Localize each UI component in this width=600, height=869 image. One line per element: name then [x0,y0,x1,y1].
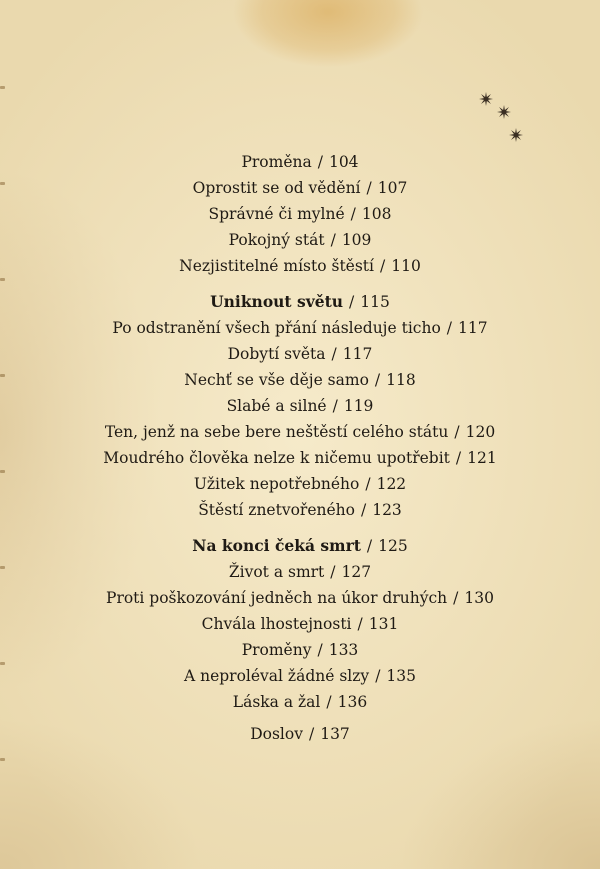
toc-section-heading [0,289,600,315]
toc-entry-title: Chvála lhostejnosti [201,615,352,633]
toc-page-number: 108 [361,205,392,223]
toc-page-number: 131 [368,615,399,633]
toc-entry [0,341,600,367]
toc-entry-title: Oprostit se od vědění [192,179,361,197]
toc-separator: / [357,615,363,633]
toc-page-number: 125 [378,537,408,555]
toc-page-number: 120 [465,423,496,441]
binding-mark [0,758,5,761]
toc-entry [0,227,600,253]
toc-separator: / [453,589,459,607]
toc-entry [0,663,600,689]
toc-page-number: 104 [328,153,359,171]
toc-separator: / [380,257,386,275]
star-icon [509,128,523,142]
toc-separator: / [330,563,336,581]
toc-entry-title: Štěstí znetvořeného [198,501,355,519]
toc-separator: / [446,319,453,337]
toc-entry [0,585,600,611]
toc-entry-title: Nezjistitelné místo štěstí [179,257,374,275]
table-of-contents [0,149,600,747]
toc-separator: / [350,205,356,223]
toc-page-number: 127 [341,563,372,581]
toc-separator: / [326,693,332,711]
toc-page-number: 107 [377,179,408,197]
toc-page-number: 118 [386,371,416,389]
toc-entry [0,315,600,341]
toc-page-number: 110 [391,257,421,275]
toc-entry [0,689,600,715]
toc-page-number: 135 [386,667,417,685]
toc-separator: / [455,449,462,467]
toc-page-number: 122 [376,475,407,493]
toc-page-number: 117 [342,345,373,363]
toc-entry-title: Na konci čeká smrt [192,536,361,555]
toc-separator: / [366,537,373,555]
section-spacer [0,523,600,533]
toc-separator: / [349,293,355,311]
toc-page-number: 136 [337,693,368,711]
toc-entry-title: A neproléval žádné slzy [183,667,370,685]
toc-separator: / [365,475,371,493]
toc-section-heading [0,533,600,559]
three-stars-icon [474,88,534,148]
toc-entry [0,175,600,201]
toc-separator: / [317,641,323,659]
toc-entry-title: Láska a žal [232,693,321,711]
section-spacer [0,279,600,289]
toc-entry-title: Život a smrt [228,563,325,581]
toc-separator: / [375,667,381,685]
toc-entry [0,611,600,637]
toc-separator: / [331,345,337,363]
toc-entry [0,367,600,393]
toc-entry [0,497,600,523]
toc-entry-title: Proměna [241,153,312,171]
toc-separator: / [454,423,460,441]
toc-entry [0,559,600,585]
toc-entry-title: Moudrého člověka nelze k ničemu upotřebit [103,449,450,467]
toc-page-number: 117 [458,319,488,337]
toc-separator: / [332,397,338,415]
toc-entry-title: Slabé a silné [226,397,327,415]
toc-entry [0,253,600,279]
toc-entry [0,419,600,445]
toc-entry-title: Proti poškozování jedněch na úkor druhých [106,589,448,607]
toc-separator: / [330,231,336,249]
toc-entry-title: Ten, jenž na sebe bere neštěstí celého státu [104,423,449,441]
toc-entry [0,393,600,419]
toc-page-number: 133 [328,641,359,659]
star-icon [479,92,493,106]
toc-page-number: 130 [464,589,494,607]
toc-entry-title: Doslov [250,725,303,743]
star-icon [497,105,511,119]
toc-entry-title: Uniknout světu [210,292,344,311]
toc-entry-title: Dobytí světa [227,345,326,363]
toc-separator: / [366,179,372,197]
toc-page-number: 119 [343,397,374,415]
toc-entry [0,445,600,471]
toc-separator: / [317,153,323,171]
toc-entry [0,637,600,663]
binding-mark [0,86,5,89]
toc-entry [0,721,600,747]
toc-entry-title: Správné či mylné [208,205,345,223]
toc-entry-title: Nechť se vše děje samo [184,371,369,389]
toc-entry [0,149,600,175]
toc-page-number: 121 [467,449,497,467]
toc-entry-title: Užitek nepotřebného [193,475,360,493]
toc-separator: / [360,501,367,519]
toc-entry-title: Po odstranění všech přání následuje ticho [112,319,441,337]
toc-entry-title: Proměny [241,641,312,659]
toc-separator: / [308,725,315,743]
toc-entry [0,471,600,497]
toc-entry-title: Pokojný stát [228,231,325,249]
toc-page-number: 123 [372,501,402,519]
toc-page-number: 115 [360,293,390,311]
toc-separator: / [374,371,381,389]
toc-page-number: 109 [341,231,372,249]
toc-page-number: 137 [320,725,350,743]
toc-entry [0,201,600,227]
